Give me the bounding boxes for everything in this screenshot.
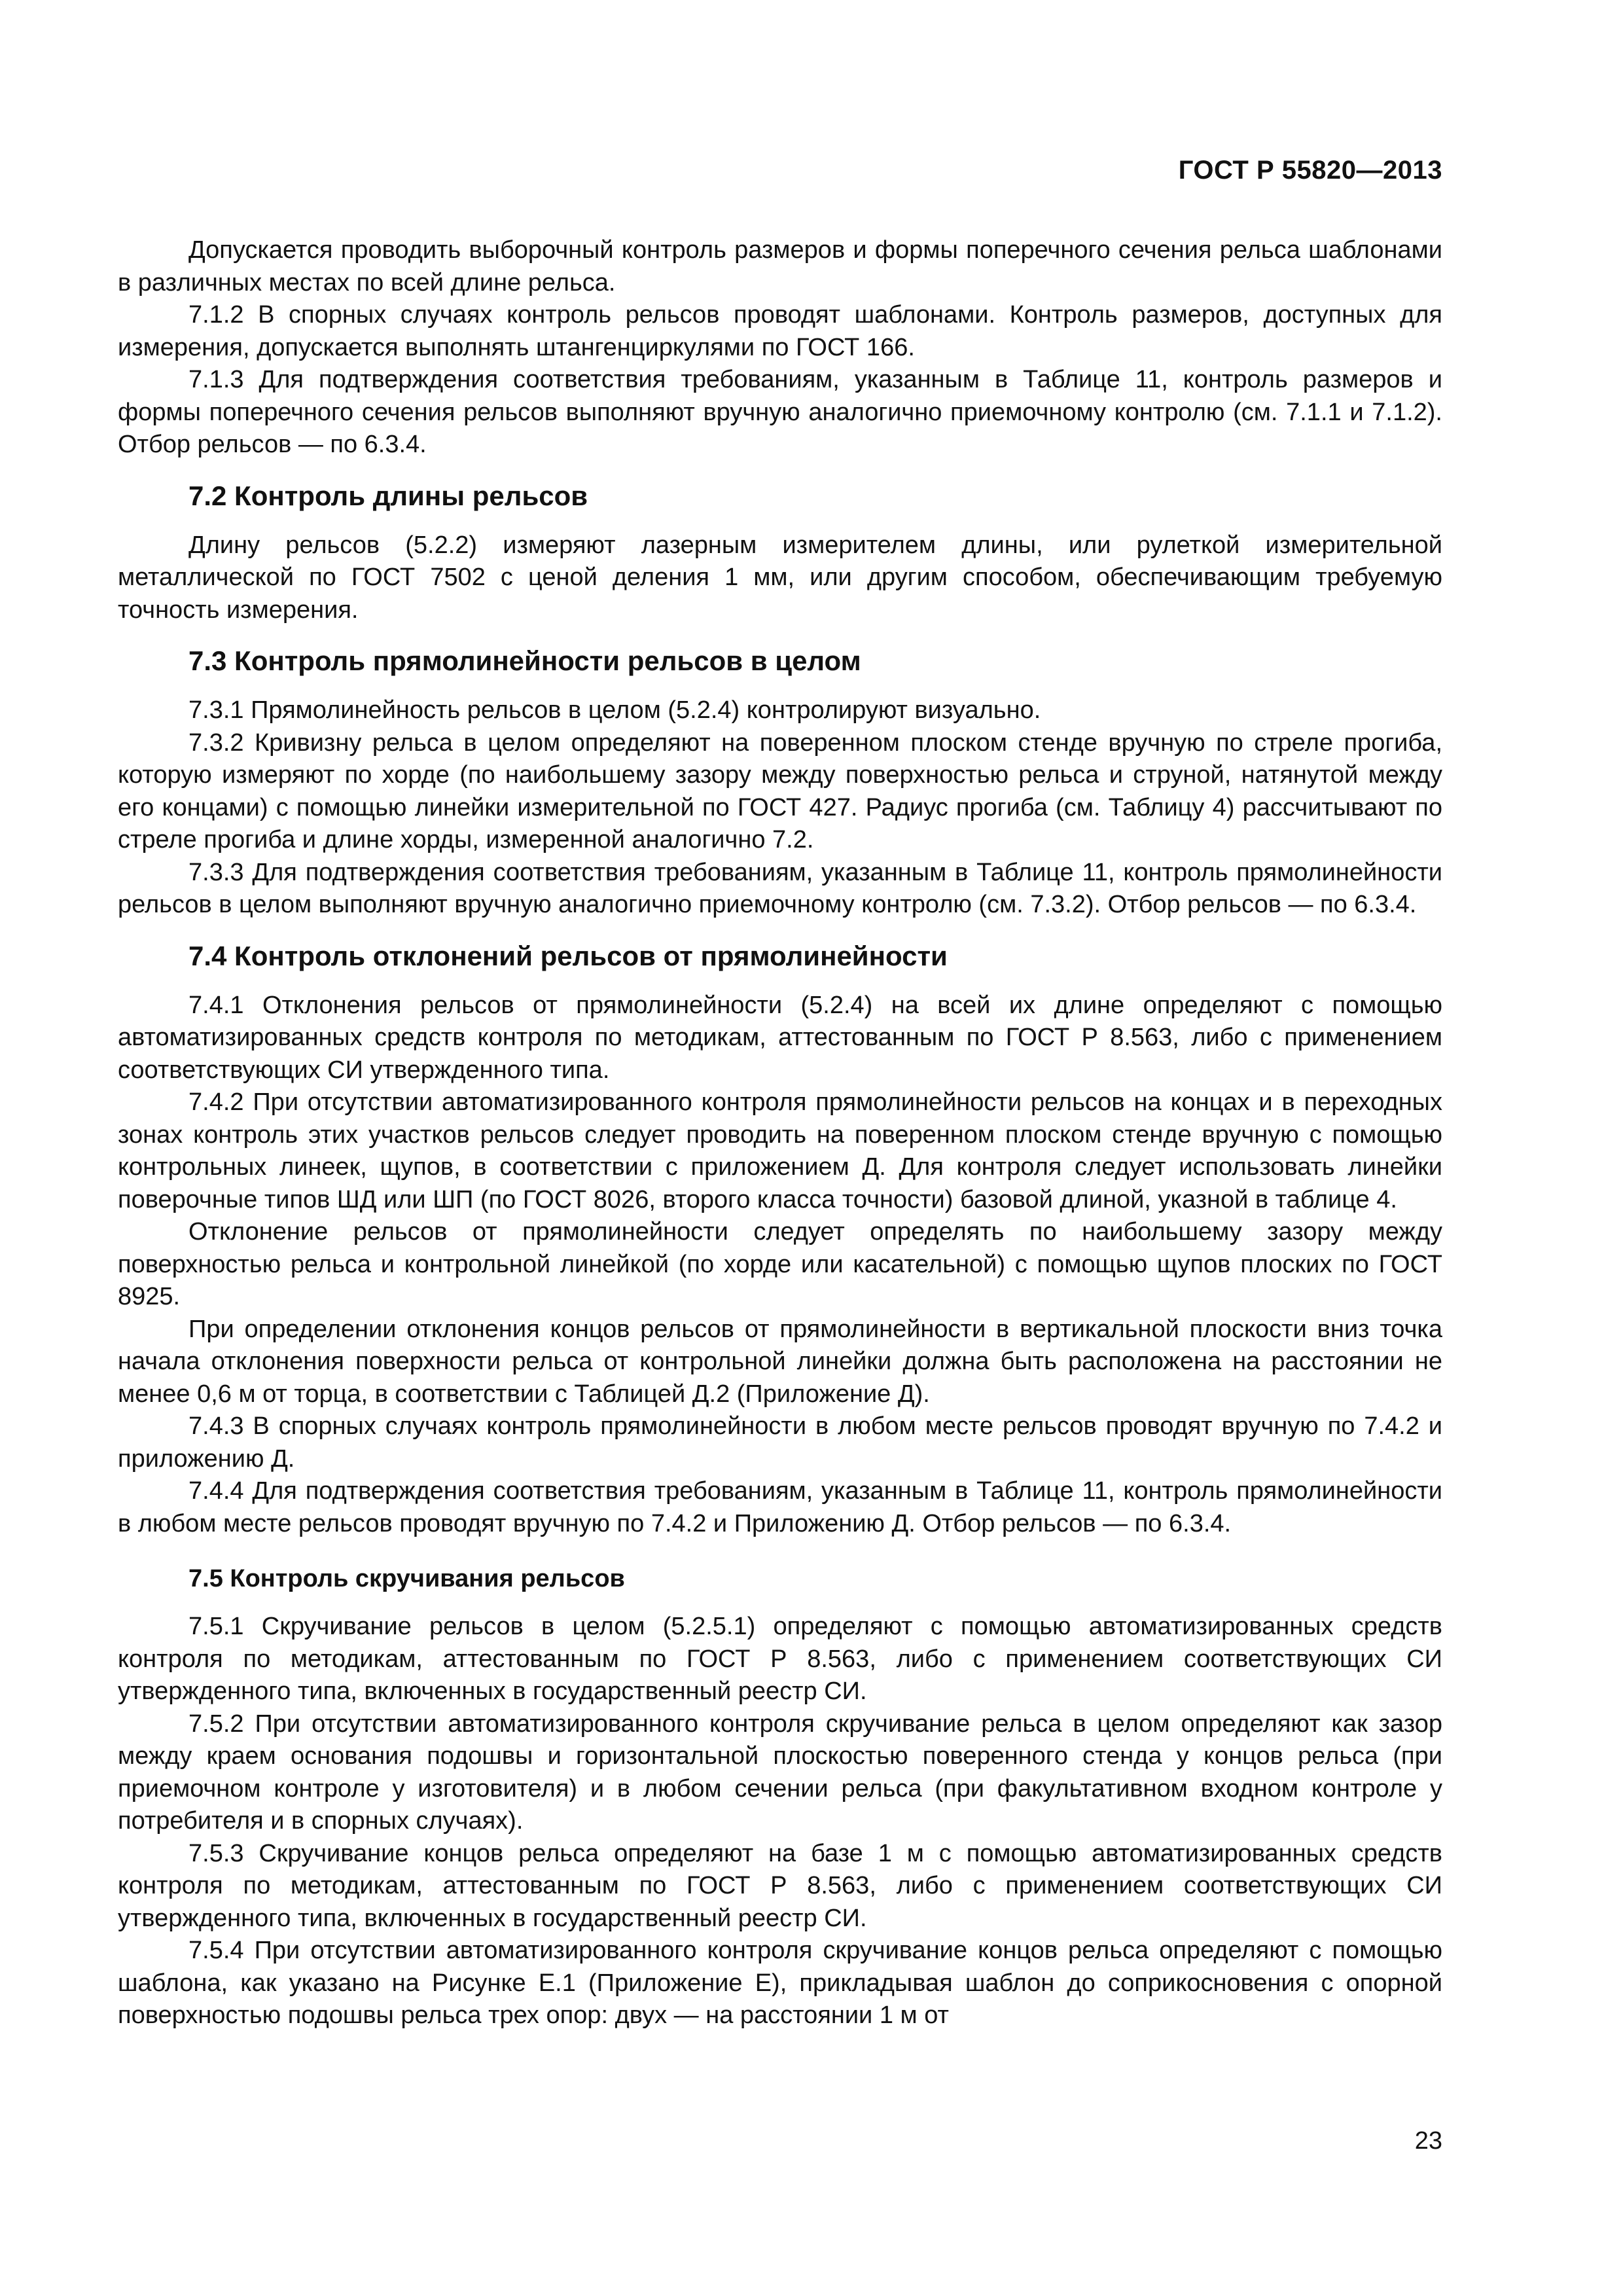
paragraph: 7.5.1 Скручивание рельсов в целом (5.2.5.1) определяют с помощью автоматизированных средств контроля по методикам, аттестованным по ГОСТ Р 8.563, либо с применением соответствующих СИ утвержденного типа, включенных в государственный реестр СИ. [118, 1613, 1442, 1705]
paragraph: 7.5.4 При отсутствии автоматизированного контроля скручивание концов рельса определяют с помощью шаблона, как указано на Рисунке Е.1 (Приложение Е), прикладывая шаблон до соприкосновения с опорной поверхностью подошвы рельса трех опор: двух — на расстоянии 1 м от [118, 1937, 1442, 2029]
document-body [118, 234, 1442, 2032]
paragraph: 7.5.3 Скручивание концов рельса определяют на базе 1 м с помощью автоматизированных средств контроля по методикам, аттестованным по ГОСТ Р 8.563, либо с применением соответствующих СИ утвержденного типа, включенных в государственный реестр СИ. [118, 1839, 1442, 1932]
section-heading-7-5: 7.5 Контроль скручивания рельсов [188, 1565, 625, 1592]
paragraph: 7.4.4 Для подтверждения соответствия требованиям, указанным в Таблице 11, контроль прямолинейности в любом месте рельсов проводят вручную по 7.4.2 и Приложению Д. Отбор рельсов — по 6.3.4. [118, 1477, 1442, 1537]
paragraph: 7.4.2 При отсутствии автоматизированного контроля прямолинейности рельсов на концах и в переходных зонах контроль этих участков рельсов следует проводить на поверенном плоском стенде вручную с помощью контрольных линеек, щупов, в соответствии с приложением Д. Для контроля следует использовать линейки поверочные типов ШД или ШП (по ГОСТ 8026, второго класса точности) базовой длиной, указной в таблице 4. [118, 1088, 1442, 1213]
section-heading-7-2: 7.2 Контроль длины рельсов [188, 480, 588, 511]
paragraph: 7.4.1 Отклонения рельсов от прямолинейности (5.2.4) на всей их длине определяют с помощью автоматизированных средств контроля по методикам, аттестованным по ГОСТ Р 8.563, либо с применением соответствующих СИ утвержденного типа. [118, 991, 1442, 1084]
paragraph: 7.3.3 Для подтверждения соответствия требованиям, указанным в Таблице 11, контроль прямолинейности рельсов в целом выполняют вручную аналогично приемочному контролю (см. 7.3.2). Отбор рельсов — по 6.3.4. [118, 858, 1442, 918]
paragraph: При определении отклонения концов рельсов от прямолинейности в вертикальной плоскости вниз точка начала отклонения поверхности рельса от контрольной линейки должна быть расположена на расстоянии не менее 0,6 м от торца, в соответствии с Таблицей Д.2 (Приложение Д). [118, 1315, 1442, 1408]
paragraph: 7.1.3 Для подтверждения соответствия требованиям, указанным в Таблице 11, контроль размеров и формы поперечного сечения рельсов выполняют вручную аналогично приемочному контролю (см. 7.1.1 и 7.1.2). Отбор рельсов — по 6.3.4. [118, 366, 1442, 458]
paragraph: Допускается проводить выборочный контроль размеров и формы поперечного сечения рельса шаблонами в различных местах по всей длине рельса. [118, 236, 1442, 296]
section-heading-7-3: 7.3 Контроль прямолинейности рельсов в целом [188, 645, 861, 676]
paragraph: 7.3.2 Кривизну рельса в целом определяют на поверенном плоском стенде вручную по стреле прогиба, которую измеряют по хорде (по наибольшему зазору между поверхностью рельса и струной, натянутой между его концами) с помощью линейки измерительной по ГОСТ 427. Радиус прогиба (см. Таблицу 4) рассчитывают по стреле прогиба и длине хорды, измеренной аналогично 7.2. [118, 728, 1442, 853]
page-number: 23 [1414, 2127, 1442, 2155]
paragraph: 7.1.2 В спорных случаях контроль рельсов проводят шаблонами. Контроль размеров, доступных для измерения, допускается выполнять штангенциркулями по ГОСТ 166. [118, 301, 1442, 361]
paragraph: Длину рельсов (5.2.2) измеряют лазерным измерителем длины, или рулеткой измерительной металлической по ГОСТ 7502 с ценой деления 1 мм, или другим способом, обеспечивающим требуемую точность измерения. [118, 531, 1442, 624]
paragraph: 7.3.1 Прямолинейность рельсов в целом (5.2.4) контролируют визуально. [188, 696, 1041, 724]
paragraph: 7.4.3 В спорных случаях контроль прямолинейности в любом месте рельсов проводят вручную по 7.4.2 и приложению Д. [118, 1412, 1442, 1473]
document-header: ГОСТ Р 55820—2013 [1178, 156, 1442, 185]
paragraph: Отклонение рельсов от прямолинейности следует определять по наибольшему зазору между поверхностью рельса и контрольной линейкой (по хорде или касательной) с помощью щупов плоских по ГОСТ 8925. [118, 1218, 1442, 1310]
section-heading-7-4: 7.4 Контроль отклонений рельсов от прямолинейности [188, 940, 948, 971]
paragraph: 7.5.2 При отсутствии автоматизированного контроля скручивание рельса в целом определяют как зазор между краем основания подошвы и горизонтальной плоскостью поверенного стенда у концов рельса (при приемочном контроле у изготовителя) и в любом сечении рельса (при факультативном входном контроле у потребителя и в спорных случаях). [118, 1710, 1442, 1835]
